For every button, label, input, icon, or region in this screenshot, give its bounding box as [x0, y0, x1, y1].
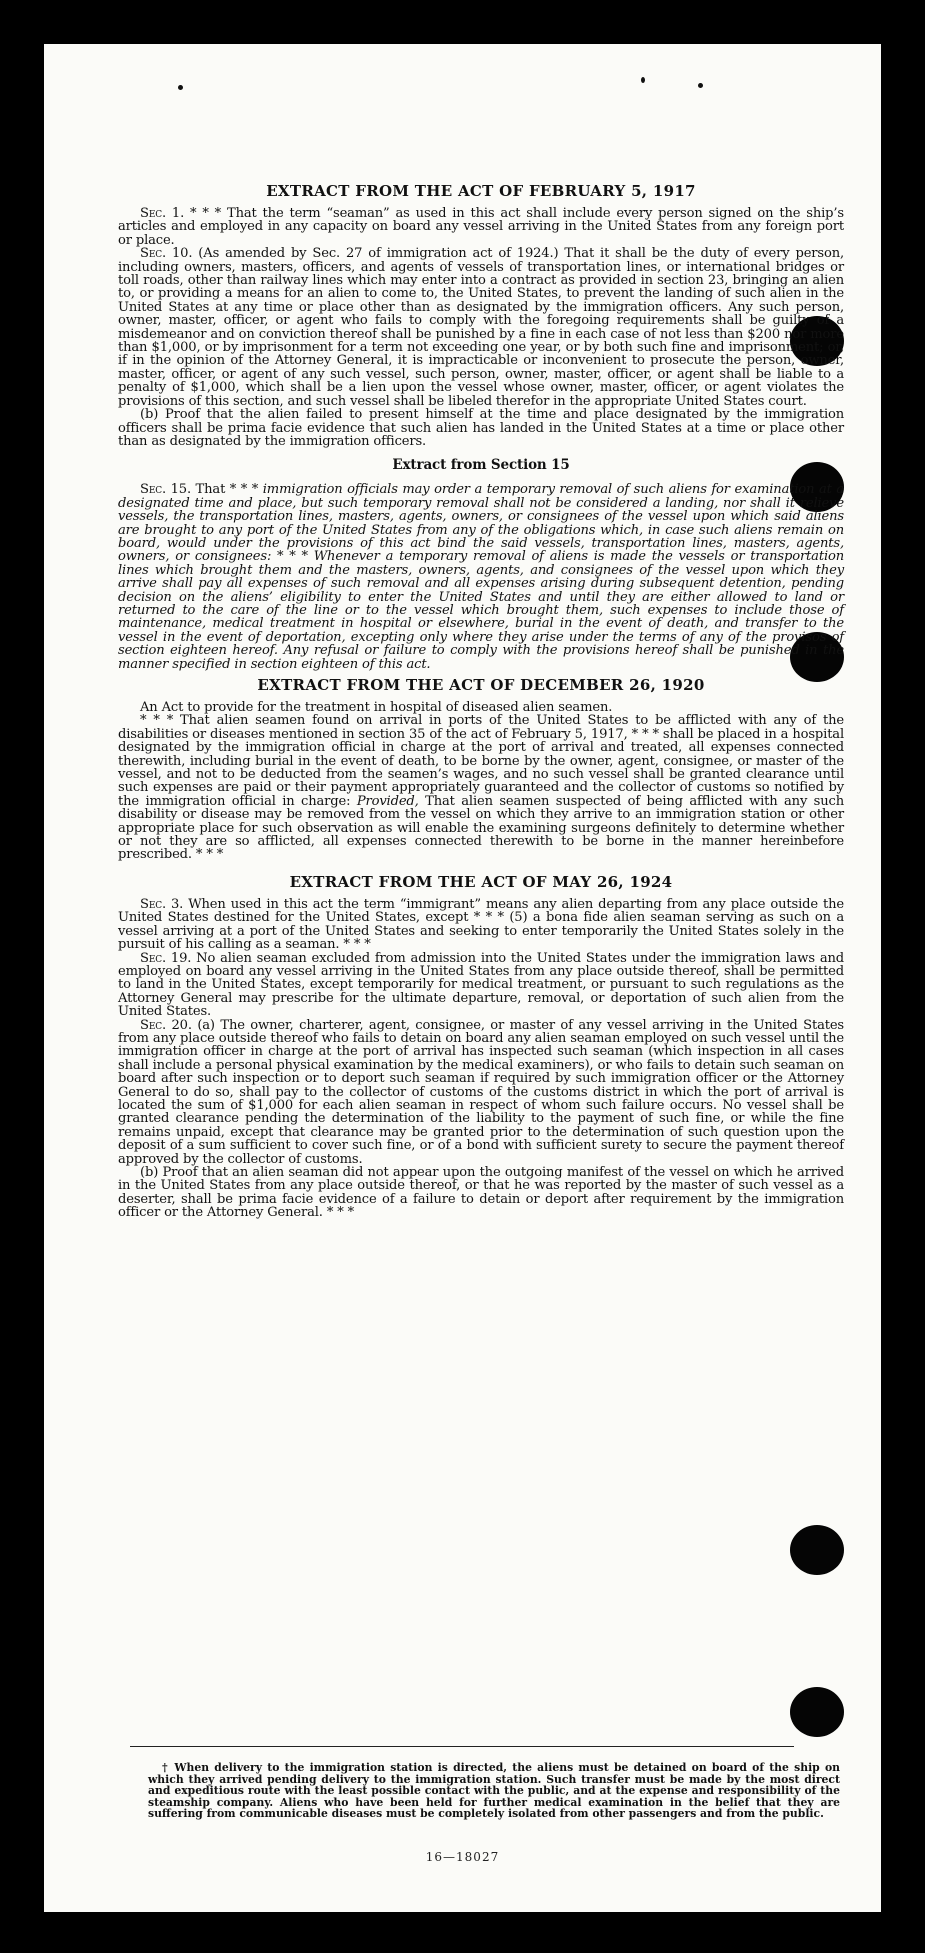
- paragraph-text: (As amended by Sec. 27 of immigration act of 1924.) That it shall be the duty of every person, including owners, masters, officers, and agents of vessels of transportation lines, or international bridges or toll roads, other than railway lines which may enter into a contract as provided in section 23, bringing an alien to, or providing a means for an alien to come to, the United States, to prevent the landing of such alien in the United States at any time or place other than as designated by the immigration officers. Any such person, owner, master, officer, or agent who fails to comply with the foregoing requirements shall be guilty of a misdemeanor and on conviction thereof shall be punished by a fine in each case of not less than $200 nor more than $1,000, or by imprisonment for a term not exceeding one year, or by both such fine and imprisonment; or, if in the opinion of the Attorney General, it is impracticable or inconvenient to prosecute the person, owner, master, officer, or agent of any such vessel, such person, owner, master, officer, or agent shall be liable to a penalty of $1,000, which shall be a lien upon the vessel whose owner, master, officer, or agent violates the provisions of this section, and such vessel shall be libeled therefor in the appropriate United States court.: [118, 246, 845, 409]
- heading-section-15: Extract from Section 15: [392, 457, 570, 474]
- document-body: [118, 182, 844, 1220]
- section-label: Sec. 15.: [140, 482, 191, 498]
- paragraph-proof: (b) Proof that the alien failed to present himself at the time and place designated by the immigration officers shall be prima facie evidence that such alien has landed in the United States at a time or place other than as designated by the immigration officers.: [118, 407, 844, 449]
- document-page: [44, 44, 881, 1912]
- paragraph-sec-1: [118, 207, 844, 247]
- paragraph-lead: That * * *: [190, 482, 263, 498]
- footnote: † When delivery to the immigration station is directed, the aliens must be detained on board of the ship on which they arrived pending delivery to the immigration station. Such transfer must be made by the most direct and expeditious route with the least possible contact with the public, and at the expense and responsibility of the steamship company. Aliens who have been held for further medical examination in the belief that they are suffering from communicable diseases must be completely isolated from other passengers and from the public.: [148, 1761, 840, 1821]
- punch-hole: [790, 1687, 844, 1737]
- paragraph-text: That alien seamen suspected of being afflicted with any such disability or disease may be removed from the vessel on which they arrive to an immigration station or other appropriate place for such observation as will enable the examining surgeons definitely to determine whether or not they are so afflicted, all expenses connected therewith to be borne in the manner hereinbefore prescribed. * * *: [118, 793, 844, 863]
- paragraph-sec-10: [118, 247, 844, 408]
- section-label: Sec. 19.: [140, 950, 192, 966]
- paragraph-text: * * * That alien seamen found on arrival in ports of the United States to be afflicted with any of the disabilities or diseases mentioned in section 35 of the act of February 5, 1917, * * * shall be placed in a hospital designated by the immigration official in charge at the port of arrival and treated, all expenses connected therewith, including burial in the event of death, to be borne by the owner, agent, consignee, or master of the vessel, and not to be deducted from the seamen’s wages, and no such vessel shall be granted clearance until such expenses are paid or their payment appropriately guaranteed and the collector of customs so notified by the immigration official in charge:: [118, 713, 844, 809]
- paragraph-sec-20: [118, 1019, 844, 1166]
- footnote-divider: [130, 1746, 794, 1747]
- paragraph-text: When used in this act the term “immigrant” means any alien departing from any place outside the United States destined for the United States, except * * * (5) a bona fide alien seaman serving as such on a vessel arriving at a port of the United States and seeking to enter temporarily the United States solely in the pursuit of his calling as a seaman. * * *: [118, 896, 844, 953]
- paragraph-proof-manifest: (b) Proof that an alien seaman did not appear upon the outgoing manifest of the vessel on which he arrived in the United States from any place outside thereof, or that he was reported by the master of such vessel as a deserter, shall be prima facie evidence of a failure to detain or deport after requirement by the immigration officer or the Attorney General. * * *: [118, 1165, 844, 1221]
- section-label: Sec. 3.: [140, 896, 184, 912]
- speck-mark: [641, 77, 645, 83]
- paragraph-sec-3: [118, 898, 844, 952]
- section-label: Sec. 1.: [140, 206, 185, 221]
- provided-label: Provided,: [356, 793, 419, 809]
- heading-act-1917: EXTRACT FROM THE ACT OF FEBRUARY 5, 1917: [266, 182, 696, 200]
- paragraph-sec-19: [118, 952, 844, 1019]
- paragraph-italic-text: immigration officials may order a temporary removal of such aliens for examination at a designated time and place, but such temporary removal shall not be considered a landing, nor shall it relieve vessels, the transportation lines, masters, agents, owners, or consignees of the vessel upon which said aliens are brought to any port of the United States from any of the obligations which, in case such aliens remain on board, would under the provisions of this act bind the said vessels, transportation lines, masters, agents, owners, or consignees: * * * Whenever a temporary removal of aliens is made the vessels or transportation lines which brought them and the masters, owners, agents, and consignees of the vessel upon which they arrive shall pay all expenses of such removal and all expenses arising during subsequent detention, pending decision on the aliens’ eligibility to enter the United States and until they are either allowed to land or returned to the care of the line or to the vessel which brought them, such expenses to include those of maintenance, medical treatment in hospital or elsewhere, burial in the event of death, and transfer to the vessel in the event of deportation, excepting only where they arise under the terms of any of the provisos of section eighteen hereof. Any refusal or failure to comply with the provisions hereof shall be punished in the manner specified in section eighteen of this act.: [118, 482, 845, 672]
- section-label: Sec. 10.: [140, 246, 193, 262]
- heading-act-1920: EXTRACT FROM THE ACT OF DECEMBER 26, 1920: [257, 676, 705, 694]
- punch-hole: [790, 1525, 844, 1575]
- paragraph-text: (a) The owner, charterer, agent, consignee, or master of any vessel arriving in the United States from any place outside thereof who fails to detain on board any alien seaman employed on such vessel until the immigration officer in charge at the port of arrival has inspected such seaman (which inspection in all cases shall include a personal physical examination by the medical examiners), or who fails to detain such seaman on board after such inspection or to deport such seaman if required by such immigration officer or the Attorney General to do so, shall pay to the collector of customs of the customs district in which the port of arrival is located the sum of $1,000 for each alien seaman in respect of whom such failure occurs. No vessel shall be granted clearance pending the determination of the liability to the payment of such fine, or while the fine remains unpaid, except that clearance may be granted prior to the determination of such question upon the deposit of a sum sufficient to cover such fine, or of a bond with sufficient surety to secure the payment thereof approved by the collector of customs.: [118, 1017, 845, 1167]
- speck-mark: [698, 83, 703, 88]
- speck-mark: [178, 85, 183, 90]
- paragraph-sec-15: [118, 483, 844, 671]
- paragraph-text: * * * That the term “seaman” as used in this act shall include every person signed on the ship’s articles and employed in any capacity on board any vessel arriving in the United States from any foreign port or place.: [118, 206, 844, 248]
- heading-act-1924: EXTRACT FROM THE ACT OF MAY 26, 1924: [289, 872, 673, 891]
- paragraph-alien-seamen: [118, 714, 844, 861]
- section-label: Sec. 20.: [140, 1017, 192, 1033]
- paragraph-act-title: An Act to provide for the treatment in hospital of diseased alien seamen.: [140, 700, 613, 715]
- paragraph-text: No alien seaman excluded from admission into the United States under the immigration laws and employed on board any vessel arriving in the United States from any place outside thereof, shall be permitted to land in the United States, except temporarily for medical treatment, or pursuant to such regulations as the Attorney General may prescribe for the ultimate departure, removal, or deportation of such alien from the United States.: [118, 950, 844, 1020]
- page-number: 16—18027: [425, 1850, 500, 1864]
